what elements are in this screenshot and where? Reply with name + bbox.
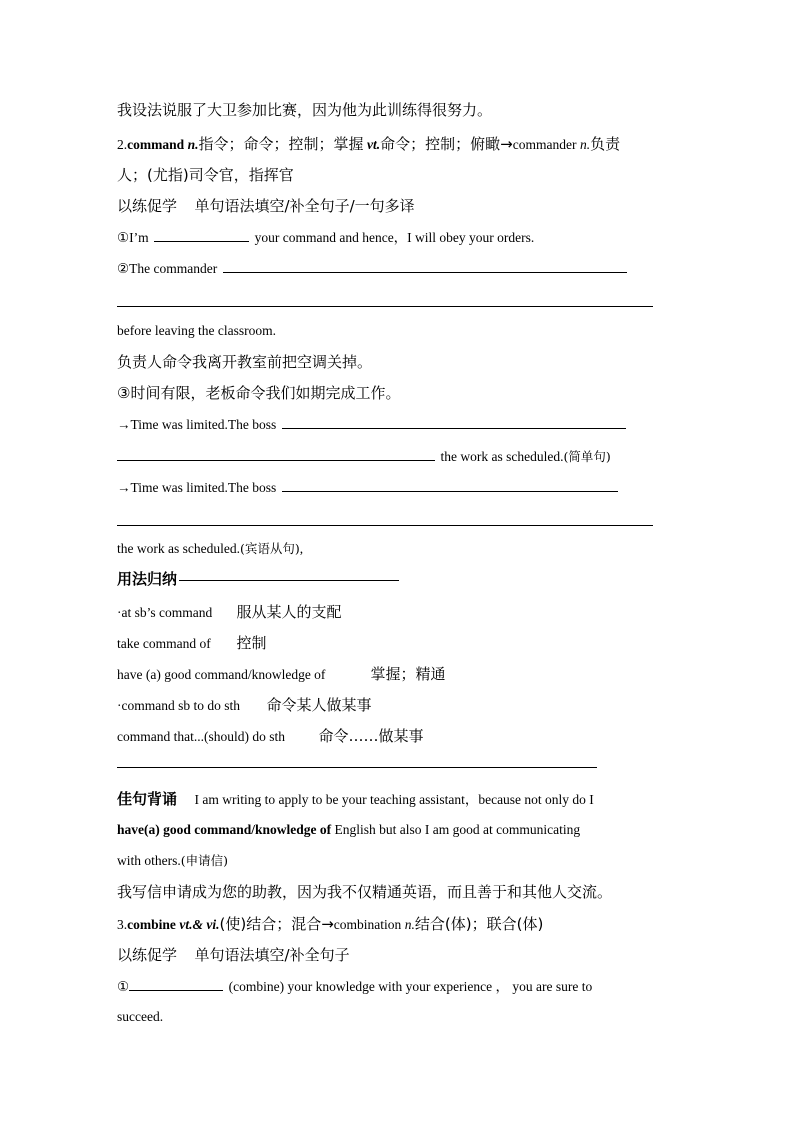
- answer-blank-line[interactable]: [117, 525, 653, 526]
- definition-continued: 人；(尤指)司令官，指挥官: [117, 166, 294, 184]
- practice-header: [117, 196, 415, 216]
- title-rule: [179, 580, 399, 581]
- definition: 结合(体)；联合(体): [414, 915, 544, 933]
- vocab-entry-combine: [117, 914, 543, 934]
- exercise-3a-cont: [117, 446, 611, 466]
- headword: command: [127, 137, 185, 152]
- example-sentence: 佳句背诵 I am writing to apply to be your teaching assistant，because not only do I: [117, 790, 594, 808]
- example-sentence: with others.(申请信): [117, 853, 229, 868]
- answer-blank[interactable]: [129, 976, 223, 991]
- context-note: (申请信): [180, 853, 229, 868]
- usage-header: [117, 569, 399, 589]
- key-phrase: have(a) good command/knowledge of: [117, 822, 332, 837]
- answer-blank[interactable]: [223, 258, 627, 273]
- usage-item: ·command sb to do sth 命令某人做某事: [117, 696, 372, 714]
- usage-item: command that...(should) do sth 命令……做某事: [117, 727, 424, 745]
- derived-word: combination: [333, 917, 402, 932]
- answer-blank[interactable]: [117, 446, 435, 461]
- exercise-translation: 负责人命令我离开教室前把空调关掉。: [117, 353, 373, 371]
- exercise-text: the work as scheduled.: [440, 449, 564, 464]
- sentence-type-note: (简单句): [563, 449, 611, 464]
- exercise-text: before leaving the classroom.: [117, 323, 276, 338]
- exercise-4: [117, 976, 592, 996]
- exercise-text: the work as scheduled.: [117, 541, 240, 556]
- derived-word: commander: [512, 137, 577, 152]
- exercise-text: ②The commander: [117, 261, 218, 276]
- sentence-translation: 我写信申请成为您的助教，因为我不仅精通英语，而且善于和其他人交流。: [117, 883, 613, 901]
- exercise-1: [117, 227, 534, 247]
- exercise-text: ①I’m: [117, 230, 149, 245]
- part-of-speech: n.: [404, 917, 415, 932]
- usage-item: have (a) good command/knowledge of 掌握；精通: [117, 665, 446, 683]
- section-rule: [117, 767, 597, 768]
- exercise-text: →Time was limited.The boss: [117, 417, 277, 432]
- vocab-entry-command: [117, 134, 620, 154]
- entry-number: 3.: [117, 917, 128, 932]
- exercise-text: your command and hence，I will obey your orders.: [254, 230, 535, 245]
- definition: (使)结合；混合→: [219, 915, 334, 933]
- practice-types: 单句语法填空/补全句子: [194, 946, 350, 964]
- exercise-3a: [117, 414, 628, 434]
- definition: 命令；控制；俯瞰→: [380, 135, 513, 153]
- practice-header: [117, 945, 350, 965]
- headword: combine: [127, 917, 176, 932]
- entry-number: 2.: [117, 137, 128, 152]
- practice-label: 以练促学: [117, 197, 178, 215]
- exercise-text: ①: [117, 979, 130, 994]
- exercise-2: [117, 258, 629, 278]
- sentence-type-note: (宾语从句): [239, 541, 300, 556]
- exercise-text: (combine) your knowledge with your experience ， you are sure to: [228, 979, 593, 994]
- part-of-speech: n.: [187, 137, 199, 152]
- practice-label: 以练促学: [117, 946, 178, 964]
- translation-line: 我设法说服了大卫参加比赛，因为他为此训练得很努力。: [117, 101, 493, 119]
- exercise-text: succeed.: [117, 1009, 164, 1024]
- answer-blank-line[interactable]: [117, 306, 653, 307]
- exercise-text: →Time was limited.The boss: [117, 480, 277, 495]
- definition: 负责: [590, 135, 621, 153]
- answer-blank[interactable]: [282, 477, 618, 492]
- exercise-3b-cont: the work as scheduled.(宾语从句),: [117, 541, 304, 556]
- example-sentence: have(a) good command/knowledge of English but also I am good at communicating: [117, 822, 581, 837]
- sentence-label: 佳句背诵: [117, 790, 178, 808]
- answer-blank[interactable]: [282, 414, 626, 429]
- exercise-3b: [117, 477, 620, 497]
- part-of-speech: vt.: [367, 137, 381, 152]
- definition: 指令；命令；控制；掌握: [198, 135, 364, 153]
- part-of-speech: vt.& vi.: [179, 917, 220, 932]
- answer-blank[interactable]: [154, 227, 249, 242]
- usage-item: take command of 控制: [117, 634, 267, 652]
- usage-item: ·at sb’s command 服从某人的支配: [117, 603, 342, 621]
- practice-types: 单句语法填空/补全句子/一句多译: [194, 197, 415, 215]
- exercise-3-prompt: ③时间有限，老板命令我们如期完成工作。: [117, 384, 401, 402]
- part-of-speech: n.: [579, 137, 591, 152]
- usage-title: 用法归纳: [117, 570, 178, 588]
